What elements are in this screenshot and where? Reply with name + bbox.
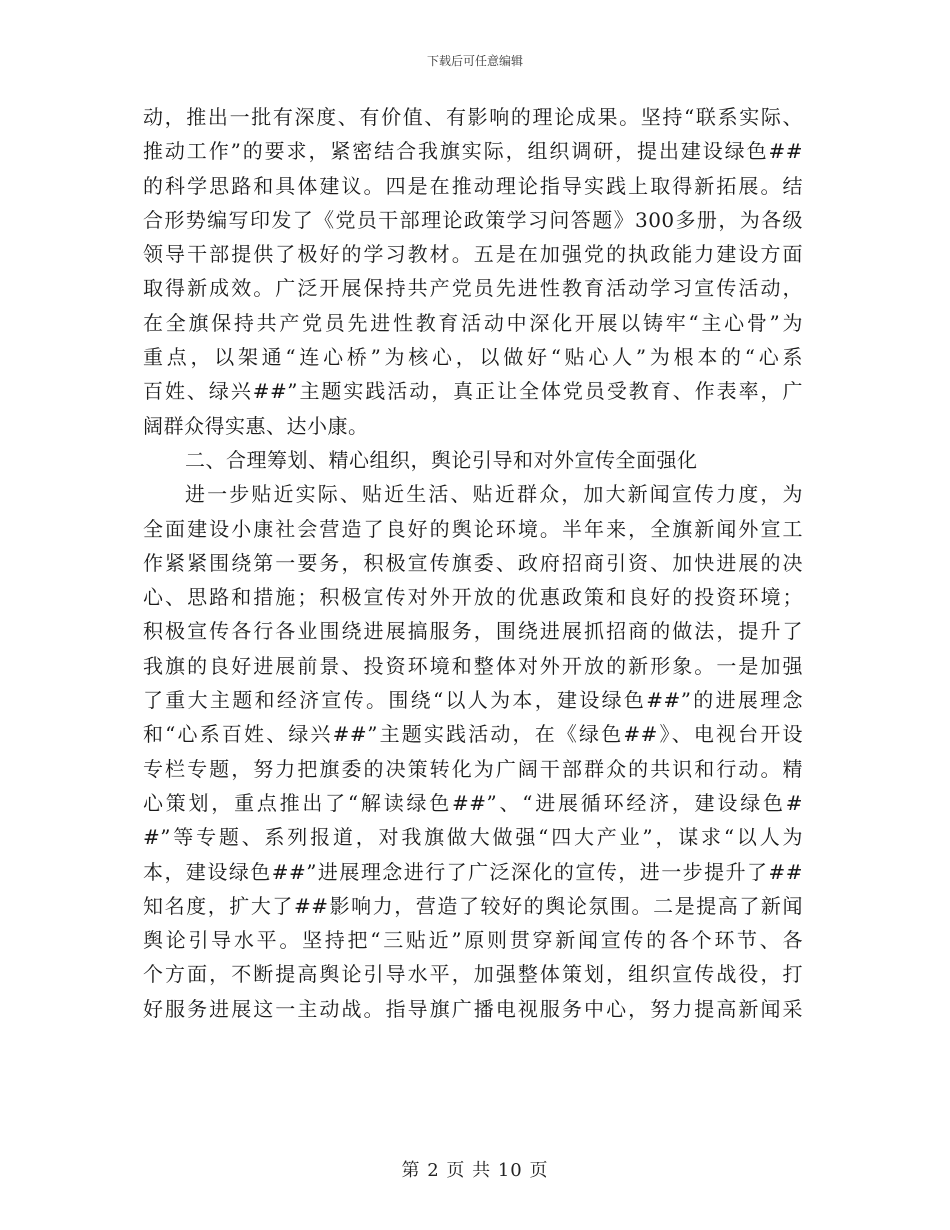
text-line: 我旗的良好进展前景、投资环境和整体对外开放的新形象。一是加强 [143,653,803,678]
text-line: 重点，以架通“连心桥”为核心，以做好“贴心人”为根本的“心系 [143,345,803,370]
text-line: 合形势编写印发了《党员干部理论政策学习问答题》300多册，为各级 [143,207,803,232]
text-line: 在全旗保持共产党员先进性教育活动中深化开展以铸牢“主心骨”为 [143,310,803,335]
text-line: 本，建设绿色##”进展理念进行了广泛深化的宣传，进一步提升了## [143,859,803,884]
text-line: 好服务进展这一主动战。指导旗广播电视服务中心，努力提高新闻采 [143,996,803,1021]
text-line: 舆论引导水平。坚持把“三贴近”原则贯穿新闻宣传的各个环节、各 [143,928,803,953]
text-line: 专栏专题，努力把旗委的决策转化为广阔干部群众的共识和行动。精 [143,756,803,781]
text-line: 百姓、绿兴##”主题实践活动，真正让全体党员受教育、作表率，广 [143,379,803,404]
text-line: 和“心系百姓、绿兴##”主题实践活动，在《绿色##》、电视台开设 [143,722,803,747]
text-line: 心、思路和措施；积极宣传对外开放的优惠政策和良好的投资环境； [143,585,803,610]
text-line: 阔群众得实惠、达小康。 [143,413,369,438]
text-line: 知名度，扩大了##影响力，营造了较好的舆论氛围。二是提高了新闻 [143,893,803,918]
text-line: 积极宣传各行各业围绕进展搞服务，围绕进展抓招商的做法，提升了 [143,619,803,644]
page-header: 下载后可任意编辑 [426,54,523,68]
text-line: 作紧紧围绕第一要务，积极宣传旗委、政府招商引资、加快进展的决 [143,550,803,575]
text-line: 个方面，不断提高舆论引导水平，加强整体策划，组织宣传战役，打 [143,962,803,987]
text-line: 了重大主题和经济宣传。围绕“以人为本，建设绿色##”的进展理念 [143,688,803,713]
text-line: #”等专题、系列报道，对我旗做大做强“四大产业”，谋求“以人为 [143,825,803,850]
document-body [143,100,803,1026]
text-line: 的科学思路和具体建议。四是在推动理论指导实践上取得新拓展。结 [143,173,803,198]
text-line: 推动工作”的要求，紧密结合我旗实际，组织调研，提出建设绿色## [143,139,803,164]
text-line: 进一步贴近实际、贴近生活、贴近群众，加大新闻宣传力度，为 [185,482,803,507]
text-line: 二、合理筹划、精心组织，舆论引导和对外宣传全面强化 [185,447,698,472]
page-footer: 第 2 页 共 10 页 [401,1160,549,1181]
text-line: 全面建设小康社会营造了良好的舆论环境。半年来，全旗新闻外宣工 [143,516,803,541]
text-line: 领导干部提供了极好的学习教材。五是在加强党的执政能力建设方面 [143,242,803,267]
text-line: 心策划，重点推出了“解读绿色##”、“进展循环经济，建设绿色# [143,790,803,815]
text-line: 取得新成效。广泛开展保持共产党员先进性教育活动学习宣传活动， [143,276,803,301]
text-line: 动，推出一批有深度、有价值、有影响的理论成果。坚持“联系实际、 [143,105,803,129]
